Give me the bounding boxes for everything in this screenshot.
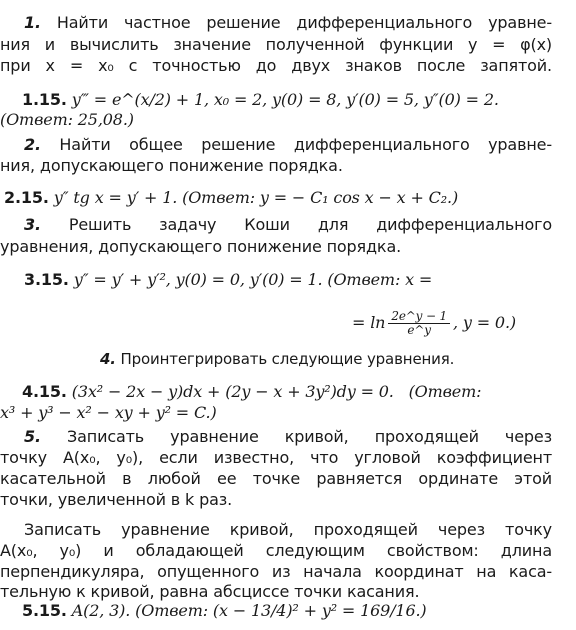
section3-line1: 3. Решить задачу Коши для дифференциального xyxy=(24,215,552,234)
section5-line4: точки, увеличенной в k раз. xyxy=(0,490,233,509)
section5-para2-line1: Записать уравнение кривой, проходящей через точку xyxy=(24,520,552,539)
section5-line1: 5. Записать уравнение кривой, проходящей через xyxy=(24,427,552,446)
problem-4-15-number: 4.15. xyxy=(22,382,67,401)
problem-3-15 xyxy=(24,271,552,289)
problem-3-15-number: 3.15. xyxy=(24,270,69,289)
problem-5-15-number: 5.15. xyxy=(22,601,67,620)
section1-line2: ния и вычислить значение полученной функции y = φ(x) xyxy=(0,35,552,54)
section4-heading: 4. Проинтегрировать следующие уравнения. xyxy=(100,350,455,368)
section4-number: 4. xyxy=(100,350,116,368)
section5-para2-line2: A(x₀, y₀) и обладающей следующим свойством: длина xyxy=(0,541,552,560)
problem-1-15-number: 1.15. xyxy=(22,90,67,109)
problem-1-15-equation: y‴ = e^(x/2) + 1, x₀ = 2, y(0) = 8, y′(0) = 5, y″(0) = 2. xyxy=(71,90,499,109)
section3-number: 3. xyxy=(24,215,41,234)
answer-4-15-start: (Ответ: xyxy=(408,382,482,401)
answer-3-15-open: (Ответ: x = xyxy=(327,270,433,289)
section5-line2: точку A(x₀, y₀), если известно, что угловой коэффициент xyxy=(0,448,552,467)
answer-3-15-tail: , y = 0.) xyxy=(453,313,516,332)
section2-line2: ния, допускающего понижение порядка. xyxy=(0,156,343,175)
section1-line3: при x = x₀ с точностью до двух знаков после запятой. xyxy=(0,56,552,75)
section5-para2-line3: перпендикуляра, опущенного из начала координат на каса- xyxy=(0,562,552,581)
answer-4-15-cont: x³ + y³ − x² − xy + y² = C.) xyxy=(0,403,217,422)
section1-number: 1. xyxy=(24,13,41,32)
section5-number: 5. xyxy=(24,427,41,446)
section3-line2: уравнения, допускающего понижение порядка. xyxy=(0,237,402,256)
answer-1-15: (Ответ: 25,08.) xyxy=(0,110,134,129)
problem-5-15-point: A(2, 3). xyxy=(71,601,131,620)
section1-line1: 1. Найти частное решение дифференциального уравне- xyxy=(24,13,552,32)
answer-2-15: (Ответ: y = − C₁ cos x − x + C₂.) xyxy=(182,188,459,207)
problem-4-15 xyxy=(22,383,552,401)
answer-3-15-fraction-denominator: e^y xyxy=(407,323,431,337)
answer-3-15-fraction-numerator: 2e^y − 1 xyxy=(388,310,450,324)
section5-line3: касательной в любой ее точке равняется ординате этой xyxy=(0,469,552,488)
section2-number: 2. xyxy=(24,135,41,154)
answer-3-15-eq: = ln xyxy=(352,313,386,332)
problem-3-15-equation: y″ = y′ + y′², y(0) = 0, y′(0) = 1. xyxy=(73,270,323,289)
answer-5-15: (Ответ: (x − 13/4)² + y² = 169/16.) xyxy=(135,601,427,620)
answer-3-15-cont xyxy=(352,308,552,338)
problem-2-15-equation: y″ tg x = y′ + 1. xyxy=(53,188,178,207)
problem-5-15 xyxy=(22,602,576,620)
section2-line1: 2. Найти общее решение дифференциального уравне- xyxy=(24,135,552,154)
problem-2-15-number: 2.15. xyxy=(4,188,49,207)
problem-2-15 xyxy=(4,189,552,207)
answer-3-15-fraction xyxy=(388,310,450,337)
section5-para2-line4: тельную к кривой, равна абсциссе точки касания. xyxy=(0,582,420,601)
problem-4-15-equation: (3x² − 2x − y)dx + (2y − x + 3y²)dy = 0. xyxy=(71,382,394,401)
problem-1-15 xyxy=(22,91,552,109)
